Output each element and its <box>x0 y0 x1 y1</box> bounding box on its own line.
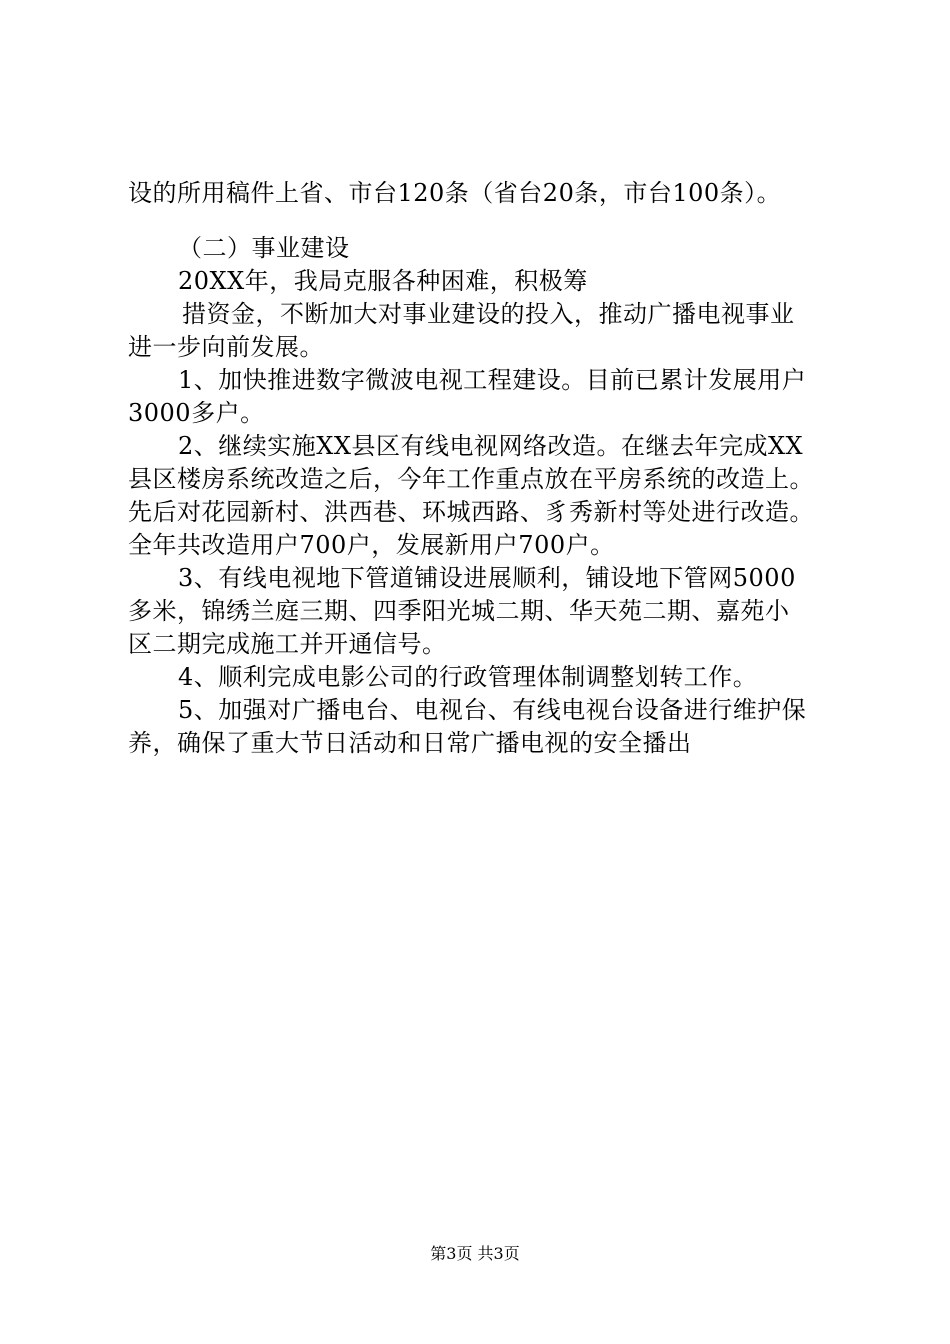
paragraph-line: 1、加快推进数字微波电视工程建设。目前已累计发展用户 <box>178 366 807 394</box>
page-number-footer: 第3页 共3页 <box>430 1244 520 1263</box>
section-heading: （二）事业建设 <box>178 234 350 262</box>
paragraph-line: 设的所用稿件上省、市台120条（省台20条，市台100条）。 <box>128 179 782 207</box>
paragraph-line: 县区楼房系统改造之后，今年工作重点放在平房系统的改造上。 <box>128 465 814 493</box>
paragraph-line: 养，确保了重大节日活动和日常广播电视的安全播出 <box>128 729 692 757</box>
paragraph-line: 措资金，不断加大对事业建设的投入，推动广播电视事业 <box>182 300 795 328</box>
paragraph-line: 2、继续实施XX县区有线电视网络改造。在继去年完成XX <box>178 432 804 460</box>
paragraph-line: 3000多户。 <box>128 399 265 427</box>
paragraph-line: 区二期完成施工并开通信号。 <box>128 630 447 658</box>
paragraph-line: 5、加强对广播电台、电视台、有线电视台设备进行维护保 <box>178 696 807 724</box>
paragraph-line: 20XX年，我局克服各种困难，积极筹 <box>178 267 588 295</box>
paragraph-line: 3、有线电视地下管道铺设进展顺利，铺设地下管网5000 <box>178 564 796 592</box>
paragraph-line: 全年共改造用户700户，发展新用户700户。 <box>128 531 615 559</box>
paragraph-line: 进一步向前发展。 <box>128 333 324 361</box>
paragraph-line: 先后对花园新村、洪西巷、环城西路、豸秀新村等处进行改造。 <box>128 498 814 526</box>
paragraph-line: 4、顺利完成电影公司的行政管理体制调整划转工作。 <box>178 663 758 691</box>
paragraph-line: 多米，锦绣兰庭三期、四季阳光城二期、华天苑二期、嘉苑小 <box>128 597 790 625</box>
